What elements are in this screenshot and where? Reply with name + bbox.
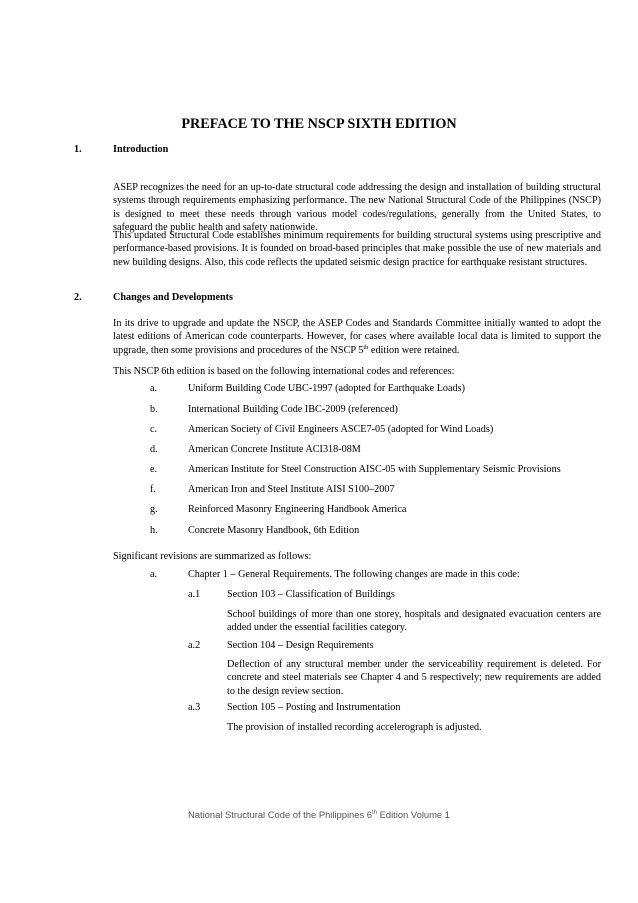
section-2-paragraph-3: Significant revisions are summarized as follows: (113, 551, 312, 562)
revision-item-title: Section 105 – Posting and Instrumentation (227, 702, 401, 713)
revision-text: Chapter 1 – General Requirements. The following changes are made in this code: (188, 569, 520, 580)
revision-item-label: a.2 (188, 640, 201, 651)
page-footer (0, 808, 638, 821)
section-1-heading: Introduction (113, 144, 169, 155)
revision-item-description: The provision of installed recording accelerograph is adjusted. (227, 722, 482, 733)
paragraph-text: In its drive to upgrade and update the NSCP, the ASEP Codes and Standards Committee initially wanted to adopt the latest editions of American code counterparts. However, for cases where available local data is limited to support the upgrade, then some provisions and procedures of the NSCP 5 (113, 318, 601, 356)
revision-item-title: Section 103 – Classification of Buildings (227, 589, 395, 600)
section-1-paragraph-1: ASEP recognizes the need for an up-to-date structural code addressing the design and installation of building structural systems through requirements emphasizing performance. The new National Structural Code of the Philippines (NSCP) is designed to meet these needs through various model codes/regulations, generally from the United States, to safeguard the public health and safety nationwide. (113, 182, 601, 233)
section-2-paragraph-1 (113, 317, 601, 357)
reference-label: h. (150, 525, 158, 536)
reference-label: a. (150, 383, 158, 394)
reference-text: American Iron and Steel Institute AISI S100–2007 (188, 484, 395, 495)
section-2-paragraph-2: This NSCP 6th edition is based on the following international codes and references: (113, 366, 455, 377)
reference-text: International Building Code IBC-2009 (referenced) (188, 404, 398, 415)
revision-item-description: School buildings of more than one storey, hospitals and designated evacuation centers are added under the essential facilities category. (227, 609, 601, 634)
reference-label: g. (150, 504, 158, 515)
superscript: th (363, 343, 369, 351)
page-title: PREFACE TO THE NSCP SIXTH EDITION (181, 116, 457, 132)
revision-item-label: a.3 (188, 702, 201, 713)
footer-superscript: th (371, 810, 377, 816)
section-2-number: 2. (74, 292, 82, 303)
reference-text: Uniform Building Code UBC-1997 (adopted for Earthquake Loads) (188, 383, 465, 394)
revision-item-label: a.1 (188, 589, 201, 600)
section-1-number: 1. (74, 144, 82, 155)
reference-text: American Institute for Steel Construction AISC-05 with Supplementary Seismic Provisions (188, 464, 561, 475)
reference-text: Reinforced Masonry Engineering Handbook America (188, 504, 407, 515)
reference-label: c. (150, 424, 158, 435)
reference-label: f. (150, 484, 156, 495)
paragraph-text: edition were retained. (368, 344, 460, 356)
footer-text: Edition Volume 1 (377, 809, 450, 820)
footer-text: National Structural Code of the Philippines 6 (188, 809, 372, 820)
reference-text: American Concrete Institute ACI318-08M (188, 444, 361, 455)
revision-label: a. (150, 569, 158, 580)
revision-item-description: Deflection of any structural member under the serviceability requirement is deleted. For concrete and steel materials see Chapter 4 and 5 respectively; new requirements are added to the design review section. (227, 659, 601, 697)
reference-label: d. (150, 444, 158, 455)
section-1-paragraph-2: This updated Structural Code establishes minimum requirements for building structural systems using prescriptive and performance-based provisions. It is founded on broad-based principles that make possible the use of new materials and new building designs. Also, this code reflects the updated seismic design practice for earthquake resistant structures. (113, 230, 601, 268)
reference-text: Concrete Masonry Handbook, 6th Edition (188, 525, 360, 536)
reference-text: American Society of Civil Engineers ASCE7-05 (adopted for Wind Loads) (188, 424, 494, 435)
revision-item-title: Section 104 – Design Requirements (227, 640, 374, 651)
section-2-heading: Changes and Developments (113, 292, 233, 303)
reference-label: e. (150, 464, 158, 475)
reference-label: b. (150, 404, 158, 415)
